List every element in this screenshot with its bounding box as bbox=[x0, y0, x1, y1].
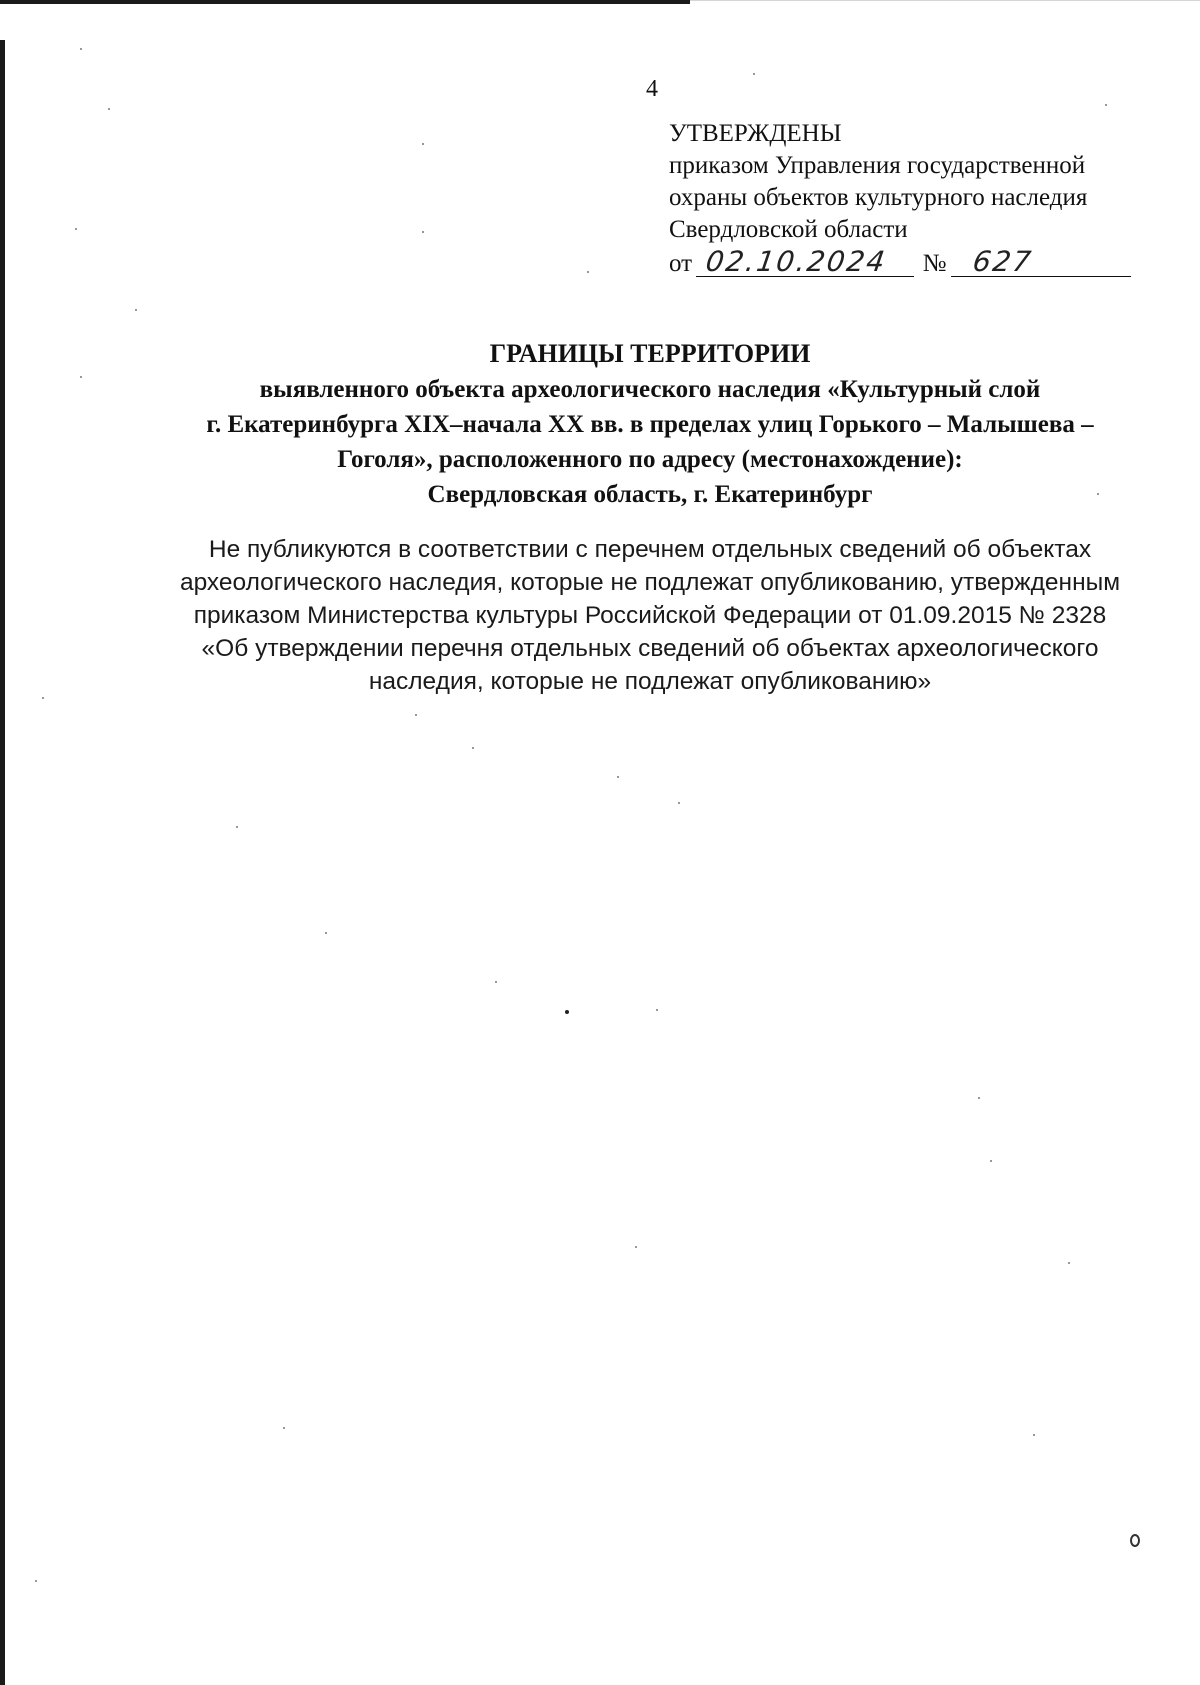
approval-line: приказом Управления государственной bbox=[669, 152, 1086, 179]
scan-speck bbox=[422, 231, 424, 233]
scan-speck bbox=[415, 714, 417, 716]
approval-line: Свердловской области bbox=[669, 216, 908, 243]
document-title bbox=[140, 336, 1160, 512]
handwritten-date: 02.10.2024 bbox=[696, 248, 918, 277]
page-number: 4 bbox=[646, 76, 658, 102]
scan-speck bbox=[472, 747, 474, 749]
notice-line: Не публикуются в соответствии с перечнем отдельных сведений об объектах bbox=[208, 536, 1092, 563]
scan-edge-left bbox=[0, 40, 5, 1685]
approval-line: охраны объектов культурного наследия bbox=[669, 184, 1088, 211]
scan-mark bbox=[1130, 1534, 1140, 1547]
notice-line: наследия, которые не подлежат опубликованию» bbox=[368, 668, 932, 695]
scan-edge-top-thin bbox=[690, 0, 1200, 1]
number-prefix: № bbox=[922, 250, 947, 277]
scan-speck bbox=[35, 1580, 37, 1582]
title-main: ГРАНИЦЫ ТЕРРИТОРИИ bbox=[489, 339, 811, 368]
notice-line: «Об утверждении перечня отдельных сведений об объектах археологического bbox=[201, 635, 1099, 662]
approval-date-line bbox=[669, 245, 1189, 280]
scan-speck bbox=[108, 108, 110, 110]
scan-speck bbox=[587, 271, 589, 273]
approval-stamp-block bbox=[669, 118, 1189, 280]
handwritten-number: 627 bbox=[951, 248, 1135, 277]
scan-speck bbox=[753, 73, 755, 75]
scan-speck bbox=[80, 376, 82, 378]
scan-edge-top bbox=[0, 0, 690, 4]
scan-speck bbox=[80, 48, 82, 50]
scan-speck bbox=[635, 1246, 637, 1248]
title-line: г. Екатеринбурга XIX–начала XX вв. в пределах улиц Горького – Малышева – bbox=[206, 411, 1094, 438]
scan-speck bbox=[656, 1009, 658, 1011]
scan-speck bbox=[75, 228, 77, 230]
notice-line: приказом Министерства культуры Российской Федерации от 01.09.2015 № 2328 bbox=[193, 602, 1107, 629]
scan-speck bbox=[617, 776, 619, 778]
scan-speck bbox=[42, 697, 44, 699]
scan-speck bbox=[135, 309, 137, 311]
scan-speck bbox=[1033, 1434, 1035, 1436]
scan-speck bbox=[1068, 1262, 1070, 1264]
non-publication-notice bbox=[150, 533, 1150, 698]
date-prefix: от bbox=[669, 250, 693, 277]
scan-speck bbox=[678, 802, 680, 804]
title-line: выявленного объекта археологического наследия «Культурный слой bbox=[259, 376, 1041, 403]
scan-speck bbox=[495, 981, 497, 983]
scan-speck bbox=[1105, 104, 1107, 106]
title-line: Гоголя», расположенного по адресу (местонахождение): bbox=[337, 446, 963, 473]
scan-speck bbox=[283, 1427, 285, 1429]
scan-speck bbox=[565, 1010, 569, 1014]
scan-speck bbox=[325, 932, 327, 934]
scan-speck bbox=[1097, 493, 1099, 495]
scan-speck bbox=[236, 826, 238, 828]
scan-speck bbox=[990, 1160, 992, 1162]
approval-heading: УТВЕРЖДЕНЫ bbox=[669, 120, 842, 147]
title-line: Свердловская область, г. Екатеринбург bbox=[427, 481, 873, 508]
scan-speck bbox=[422, 143, 424, 145]
notice-line: археологического наследия, которые не подлежат опубликованию, утвержденным bbox=[179, 569, 1121, 596]
scan-speck bbox=[978, 1097, 980, 1099]
